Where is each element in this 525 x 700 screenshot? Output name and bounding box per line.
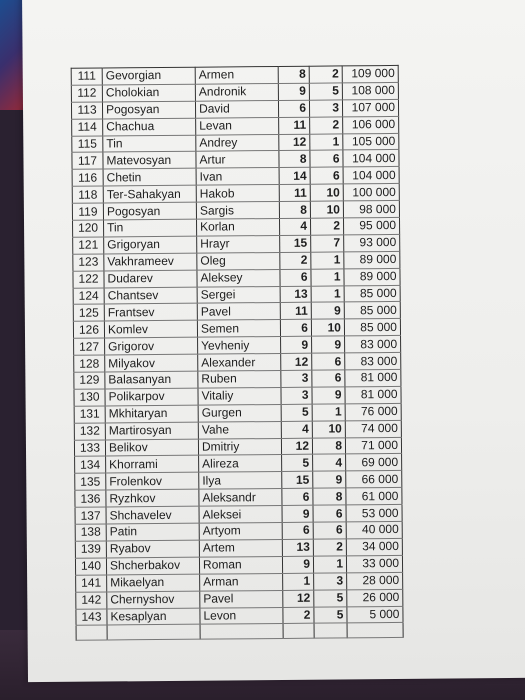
value-b: 2 — [313, 539, 346, 556]
amount: 93 000 — [344, 234, 400, 251]
row-number: 122 — [73, 271, 104, 288]
value-b: 10 — [310, 201, 343, 218]
row-number: 112 — [71, 85, 102, 102]
value-a: 6 — [280, 269, 311, 286]
last-name: Belikov — [105, 439, 198, 457]
value-a: 6 — [278, 100, 309, 117]
value-a: 12 — [283, 590, 314, 607]
value-b: 2 — [309, 66, 342, 83]
empty-cell — [347, 623, 403, 638]
first-name: Aleksey — [197, 269, 280, 287]
last-name: Martirosyan — [105, 422, 198, 440]
value-b: 4 — [313, 454, 346, 471]
value-a: 4 — [281, 421, 312, 438]
value-a: 3 — [281, 370, 312, 387]
last-name: Vakhrameev — [104, 253, 197, 271]
row-number: 119 — [72, 203, 103, 220]
value-b: 2 — [310, 117, 343, 134]
amount: 5 000 — [347, 606, 403, 623]
first-name: Artem — [199, 539, 282, 557]
value-b: 7 — [311, 235, 344, 252]
value-a: 3 — [281, 387, 312, 404]
last-name: Chantsev — [104, 287, 197, 305]
amount: 106 000 — [343, 116, 399, 133]
amount: 105 000 — [343, 133, 399, 150]
value-a: 9 — [282, 556, 313, 573]
last-name: Ryabov — [106, 540, 199, 558]
last-name: Mkhitaryan — [105, 405, 198, 423]
row-number: 135 — [75, 473, 106, 490]
value-b: 9 — [312, 336, 345, 353]
amount: 83 000 — [345, 353, 401, 370]
value-a: 6 — [282, 522, 313, 539]
value-b: 5 — [314, 606, 347, 623]
value-a: 9 — [282, 505, 313, 522]
first-name: Arman — [200, 573, 283, 591]
last-name: Milyakov — [105, 354, 198, 372]
value-b: 1 — [311, 285, 344, 302]
first-name: Sargis — [196, 202, 279, 220]
amount: 109 000 — [342, 65, 398, 82]
value-a: 6 — [282, 488, 313, 505]
last-name: Matevosyan — [103, 152, 196, 170]
first-name: Ilya — [199, 472, 282, 490]
amount: 71 000 — [345, 437, 401, 454]
row-number: 117 — [72, 152, 103, 169]
value-b: 6 — [310, 150, 343, 167]
value-b: 8 — [312, 437, 345, 454]
value-b: 6 — [310, 167, 343, 184]
first-name: Andrey — [196, 134, 279, 152]
empty-row — [76, 623, 403, 641]
empty-cell — [314, 623, 347, 638]
first-name: Alexander — [198, 354, 281, 372]
amount: 28 000 — [347, 572, 403, 589]
value-a: 12 — [281, 353, 312, 370]
first-name: Gurgen — [198, 404, 281, 422]
row-number: 142 — [76, 592, 107, 609]
amount: 107 000 — [342, 99, 398, 116]
first-name: Andronik — [195, 83, 278, 101]
value-b: 1 — [310, 133, 343, 150]
row-number: 111 — [71, 68, 102, 85]
row-number: 140 — [75, 558, 106, 575]
first-name: Vahe — [198, 421, 281, 439]
row-number: 118 — [72, 186, 103, 203]
first-name: Hakob — [196, 185, 279, 203]
last-name: Chernyshov — [107, 591, 200, 609]
empty-cell — [76, 625, 107, 640]
value-a: 11 — [280, 303, 311, 320]
row-number: 115 — [72, 136, 103, 153]
amount: 100 000 — [343, 184, 399, 201]
value-a: 12 — [281, 438, 312, 455]
amount: 53 000 — [346, 505, 402, 522]
value-b: 10 — [310, 184, 343, 201]
amount: 83 000 — [345, 336, 401, 353]
last-name: Gevorgian — [102, 67, 195, 85]
value-a: 5 — [281, 404, 312, 421]
results-table-body — [71, 65, 403, 640]
value-b: 1 — [311, 269, 344, 286]
value-b: 1 — [311, 252, 344, 269]
value-a: 15 — [282, 472, 313, 489]
value-a: 1 — [283, 573, 314, 590]
first-name: Artyom — [199, 523, 282, 541]
row-number: 141 — [76, 575, 107, 592]
amount: 85 000 — [344, 302, 400, 319]
last-name: Chetin — [103, 169, 196, 187]
first-name: Ruben — [198, 370, 281, 388]
last-name: Komlev — [104, 321, 197, 339]
value-a: 13 — [280, 286, 311, 303]
first-name: Roman — [199, 556, 282, 574]
last-name: Frolenkov — [106, 473, 199, 491]
value-b: 5 — [314, 590, 347, 607]
first-name: Semen — [197, 320, 280, 338]
empty-cell — [283, 624, 314, 639]
value-a: 13 — [282, 539, 313, 556]
amount: 89 000 — [344, 268, 400, 285]
first-name: Levan — [196, 117, 279, 135]
amount: 40 000 — [346, 521, 402, 538]
first-name: Armen — [195, 66, 278, 84]
row-number: 132 — [74, 423, 105, 440]
last-name: Tin — [104, 219, 197, 237]
row-number: 126 — [73, 321, 104, 338]
value-a: 8 — [279, 151, 310, 168]
value-b: 3 — [309, 100, 342, 117]
value-b: 6 — [313, 522, 346, 539]
value-a: 2 — [283, 607, 314, 624]
row-number: 114 — [72, 119, 103, 136]
amount: 95 000 — [343, 217, 399, 234]
row-number: 124 — [73, 288, 104, 305]
last-name: Cholokian — [102, 84, 195, 102]
amount: 69 000 — [346, 454, 402, 471]
value-b: 10 — [312, 421, 345, 438]
row-number: 134 — [75, 456, 106, 473]
first-name: Aleksandr — [199, 489, 282, 507]
last-name: Balasanyan — [105, 371, 198, 389]
amount: 33 000 — [346, 555, 402, 572]
amount: 74 000 — [345, 420, 401, 437]
last-name: Kesaplyan — [107, 608, 200, 626]
row-number: 116 — [72, 169, 103, 186]
value-b: 8 — [313, 488, 346, 505]
row-number: 130 — [74, 389, 105, 406]
paper-sheet — [22, 0, 525, 682]
row-number: 137 — [75, 507, 106, 524]
amount: 76 000 — [345, 403, 401, 420]
first-name: Yevheniy — [198, 337, 281, 355]
amount: 81 000 — [345, 369, 401, 386]
first-name: Artur — [196, 151, 279, 169]
first-name: Hrayr — [197, 235, 280, 253]
row-number: 128 — [74, 355, 105, 372]
value-b: 5 — [309, 83, 342, 100]
row-number: 120 — [73, 220, 104, 237]
last-name: Ter-Sahakyan — [103, 185, 196, 203]
row-number: 136 — [75, 490, 106, 507]
last-name: Chachua — [103, 118, 196, 136]
value-a: 11 — [279, 184, 310, 201]
last-name: Pogosyan — [103, 202, 196, 220]
last-name: Khorrami — [106, 456, 199, 474]
first-name: Korlan — [196, 218, 279, 236]
amount: 66 000 — [346, 471, 402, 488]
last-name: Tin — [103, 135, 196, 153]
last-name: Grigoryan — [104, 236, 197, 254]
value-b: 10 — [311, 319, 344, 336]
amount: 61 000 — [346, 488, 402, 505]
first-name: Levon — [200, 607, 283, 625]
amount: 89 000 — [344, 251, 400, 268]
empty-cell — [107, 625, 200, 641]
value-b: 6 — [313, 505, 346, 522]
row-number: 139 — [75, 541, 106, 558]
last-name: Frantsev — [104, 304, 197, 322]
last-name: Grigorov — [105, 337, 198, 355]
value-b: 3 — [314, 573, 347, 590]
results-table-wrapper — [71, 65, 404, 641]
row-number: 123 — [73, 254, 104, 271]
value-b: 9 — [311, 302, 344, 319]
amount: 108 000 — [342, 82, 398, 99]
amount: 34 000 — [346, 538, 402, 555]
value-b: 6 — [312, 353, 345, 370]
first-name: Ivan — [196, 168, 279, 186]
first-name: Vitaliy — [198, 387, 281, 405]
empty-cell — [200, 624, 283, 640]
amount: 85 000 — [344, 285, 400, 302]
row-number: 129 — [74, 372, 105, 389]
value-b: 1 — [312, 404, 345, 421]
last-name: Shcherbakov — [106, 557, 199, 575]
first-name: Pavel — [200, 590, 283, 608]
last-name: Polikarpov — [105, 388, 198, 406]
first-name: David — [195, 100, 278, 118]
first-name: Sergei — [197, 286, 280, 304]
last-name: Dudarev — [104, 270, 197, 288]
row-number: 133 — [74, 440, 105, 457]
value-a: 15 — [280, 235, 311, 252]
value-a: 5 — [282, 455, 313, 472]
last-name: Mikaelyan — [107, 574, 200, 592]
value-a: 9 — [281, 336, 312, 353]
row-number: 127 — [74, 338, 105, 355]
row-number: 125 — [73, 304, 104, 321]
value-a: 14 — [279, 168, 310, 185]
row-number: 143 — [76, 608, 107, 625]
amount: 85 000 — [344, 319, 400, 336]
first-name: Aleksei — [199, 506, 282, 524]
row-number: 113 — [71, 102, 102, 119]
value-a: 6 — [280, 320, 311, 337]
value-b: 9 — [313, 471, 346, 488]
first-name: Pavel — [197, 303, 280, 321]
value-a: 11 — [279, 117, 310, 134]
amount: 81 000 — [345, 386, 401, 403]
value-a: 4 — [279, 218, 310, 235]
value-a: 12 — [279, 134, 310, 151]
last-name: Pogosyan — [102, 101, 195, 119]
amount: 104 000 — [343, 150, 399, 167]
first-name: Alireza — [199, 455, 282, 473]
amount: 26 000 — [347, 589, 403, 606]
value-b: 6 — [312, 370, 345, 387]
row-number: 121 — [73, 237, 104, 254]
row-number: 131 — [74, 406, 105, 423]
value-a: 9 — [278, 83, 309, 100]
value-a: 8 — [278, 66, 309, 83]
first-name: Oleg — [197, 252, 280, 270]
amount: 98 000 — [343, 201, 399, 218]
value-b: 1 — [313, 556, 346, 573]
last-name: Patin — [106, 523, 199, 541]
value-b: 2 — [310, 218, 343, 235]
value-a: 2 — [280, 252, 311, 269]
results-table — [71, 65, 404, 641]
last-name: Shchavelev — [106, 506, 199, 524]
value-b: 9 — [312, 387, 345, 404]
first-name: Dmitriy — [198, 438, 281, 456]
row-number: 138 — [75, 524, 106, 541]
amount: 104 000 — [343, 167, 399, 184]
value-a: 8 — [279, 201, 310, 218]
last-name: Ryzhkov — [106, 489, 199, 507]
